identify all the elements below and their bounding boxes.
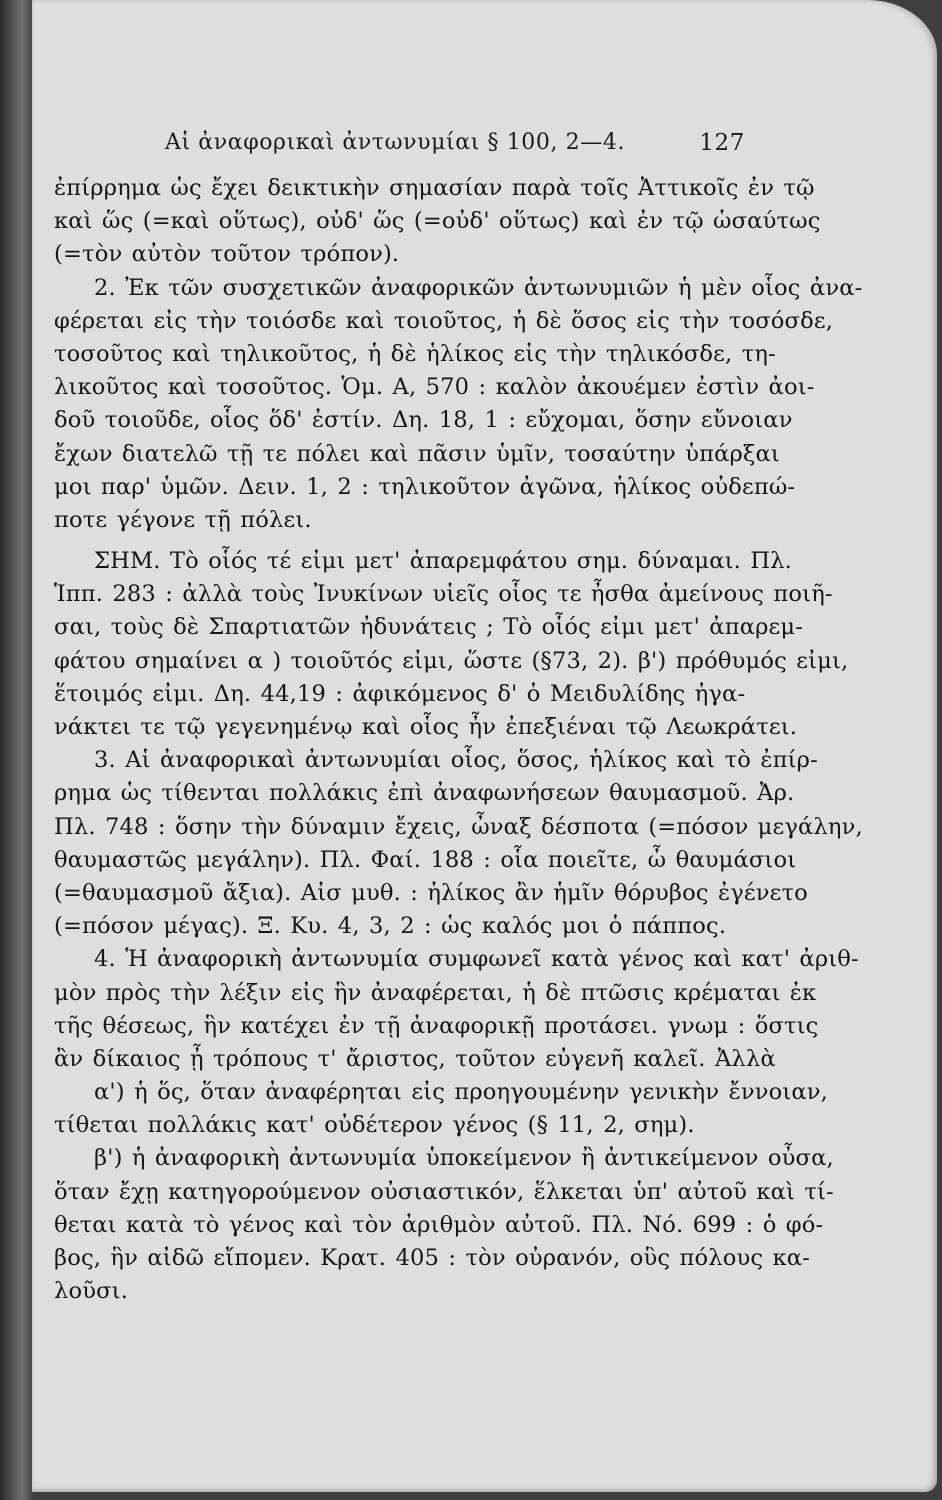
text-line: θεται κατὰ τὸ γένος καὶ τὸν ἀριθμὸν αὐτοῦ. Πλ. Νό. 699 : ὁ φό-: [54, 1211, 824, 1238]
text-line: λικοῦτος καὶ τοσοῦτος. Ὁμ. Α, 570 : καλὸν ἀκουέμεν ἐστὶν ἀοι-: [54, 374, 815, 401]
text-line: βος, ἣν αἰδῶ εἴπομεν. Κρατ. 405 : τὸν οὐρανόν, οὓς πόλους κα-: [54, 1245, 810, 1271]
text-line: θαυμαστῶς μεγάλην). Πλ. Φαί. 188 : οἷα ποιεῖτε, ὦ θαυμάσιοι: [54, 846, 797, 873]
text-line: λοῦσι.: [54, 1278, 129, 1305]
text-line: ποτε γέγονε τῇ πόλει.: [54, 506, 312, 533]
text-line: φέρεται εἰς τὴν τοιόσδε καὶ τοιοῦτος, ἡ δὲ ὅσος εἰς τὴν τοσόσδε,: [54, 307, 834, 334]
text-line: (=θαυμασμοῦ ἄξια). Αἰσ μυθ. : ἡλίκος ἂν ἡμῖν θόρυβος ἐγένετο: [54, 879, 808, 906]
text-line: α') ἡ ὅς, ὅταν ἀναφέρηται εἰς προηγουμένην γενικὴν ἔννοιαν,: [94, 1079, 829, 1106]
text-line: β') ἡ ἀναφορικὴ ἀντωνυμία ὑποκείμενον ἢ ἀντικείμενον οὖσα,: [94, 1145, 834, 1172]
text-line: (=πόσον μέγας). Ξ. Κυ. 4, 3, 2 : ὡς καλός μοι ὁ πάππος.: [54, 913, 727, 940]
text-line: δοῦ τοιοῦδε, οἷος ὅδ' ἐστίν. Δη. 18, 1 : εὔχομαι, ὅσην εὔνοιαν: [54, 407, 793, 434]
text-line: 2. Ἐκ τῶν συσχετικῶν ἀναφορικῶν ἀντωνυμιῶν ἡ μὲν οἷος ἀνα-: [94, 274, 863, 301]
page-number: 127: [699, 130, 745, 156]
text-line: ἂν δίκαιος ᾖ τρόπους τ' ἄριστος, τοῦτον εὐγενῆ καλεῖ. Ἀλλὰ: [54, 1045, 776, 1072]
text-line: ΣΗΜ. Τὸ οἷός τέ εἰμι μετ' ἀπαρεμφάτου σημ. δύναμαι. Πλ.: [94, 548, 792, 575]
text-line: 3. Αἱ ἀναφορικαὶ ἀντωνυμίαι οἷος, ὅσος, ἡλίκος καὶ τὸ ἐπίρ-: [94, 747, 818, 774]
text-line: φάτου σημαίνει α ) τοιοῦτός εἰμι, ὥστε (§73, 2). β') πρόθυμός εἰμι,: [54, 647, 849, 674]
book-page: [32, 0, 937, 1492]
text-line: ἕτοιμός εἰμι. Δη. 44,19 : ἀφικόμενος δ' ὁ Μειδυλίδης ἠγα-: [54, 680, 746, 707]
text-line: ἔχων διατελῶ τῇ τε πόλει καὶ πᾶσιν ὑμῖν, τοσαύτην ὑπάρξαι: [54, 440, 780, 467]
text-line: ὅταν ἔχῃ κατηγορούμενον οὐσιαστικόν, ἕλκεται ὑπ' αὐτοῦ καὶ τί-: [54, 1178, 834, 1205]
text-line: τίθεται πολλάκις κατ' οὐδέτερον γένος (§ 11, 2, σημ).: [54, 1112, 695, 1139]
text-line: σαι, τοὺς δὲ Σπαρτιατῶν ἠδυνάτεις ; Τὸ οἷός εἰμι μετ' ἀπαρεμ-: [54, 614, 804, 641]
text-line: τῆς θέσεως, ἣν κατέχει ἐν τῇ ἀναφορικῇ προτάσει. γνωμ : ὅστις: [54, 1012, 819, 1039]
text-line: καὶ ὥς (=καὶ οὕτως), οὐδ' ὥς (=οὐδ' οὕτως) καὶ ἐν τῷ ὡσαύτως: [54, 208, 821, 235]
running-head: Αἱ ἀναφορικαὶ ἀντωνυμίαι § 100, 2—4.: [165, 130, 626, 155]
text-line: νάκτει τε τῷ γεγενημένῳ καὶ οἷος ἦν ἐπεξιέναι τῷ Λεωκράτει.: [54, 714, 798, 740]
body-text: [54, 172, 863, 1308]
text-line: ρημα ὡς τίθενται πολλάκις ἐπὶ ἀναφωνήσεων θαυμασμοῦ. Ἀρ.: [54, 780, 795, 807]
text-line: 4. Ἡ ἀναφορικὴ ἀντωνυμία συμφωνεῖ κατὰ γένος καὶ κατ' ἀριθ-: [94, 946, 859, 973]
text-line: Ἱππ. 283 : ἀλλὰ τοὺς Ἰνυκίνων υἱεῖς οἷος τε ἦσθα ἀμείνους ποιῆ-: [54, 581, 833, 608]
text-line: (=τὸν αὐτὸν τοῦτον τρόπον).: [54, 241, 400, 268]
text-line: ἐπίρρημα ὡς ἔχει δεικτικὴν σημασίαν παρὰ τοῖς Ἀττικοῖς ἐν τῷ: [54, 175, 815, 201]
text-line: Πλ. 748 : ὅσην τὴν δύναμιν ἔχεις, ὦναξ δέσποτα (=πόσον μεγάλην,: [54, 813, 863, 840]
text-line: μὸν πρὸς τὴν λέξιν εἰς ἣν ἀναφέρεται, ἡ δὲ πτῶσις κρέμαται ἐκ: [54, 979, 817, 1006]
text-line: τοσοῦτος καὶ τηλικοῦτος, ἡ δὲ ἡλίκος εἰς τὴν τηλικόσδε, τη-: [54, 340, 776, 367]
page-header: [165, 130, 745, 164]
text-line: μοι παρ' ὑμῶν. Δειν. 1, 2 : τηλικοῦτον ἀγῶνα, ἡλίκος οὐδεπώ-: [54, 473, 796, 500]
